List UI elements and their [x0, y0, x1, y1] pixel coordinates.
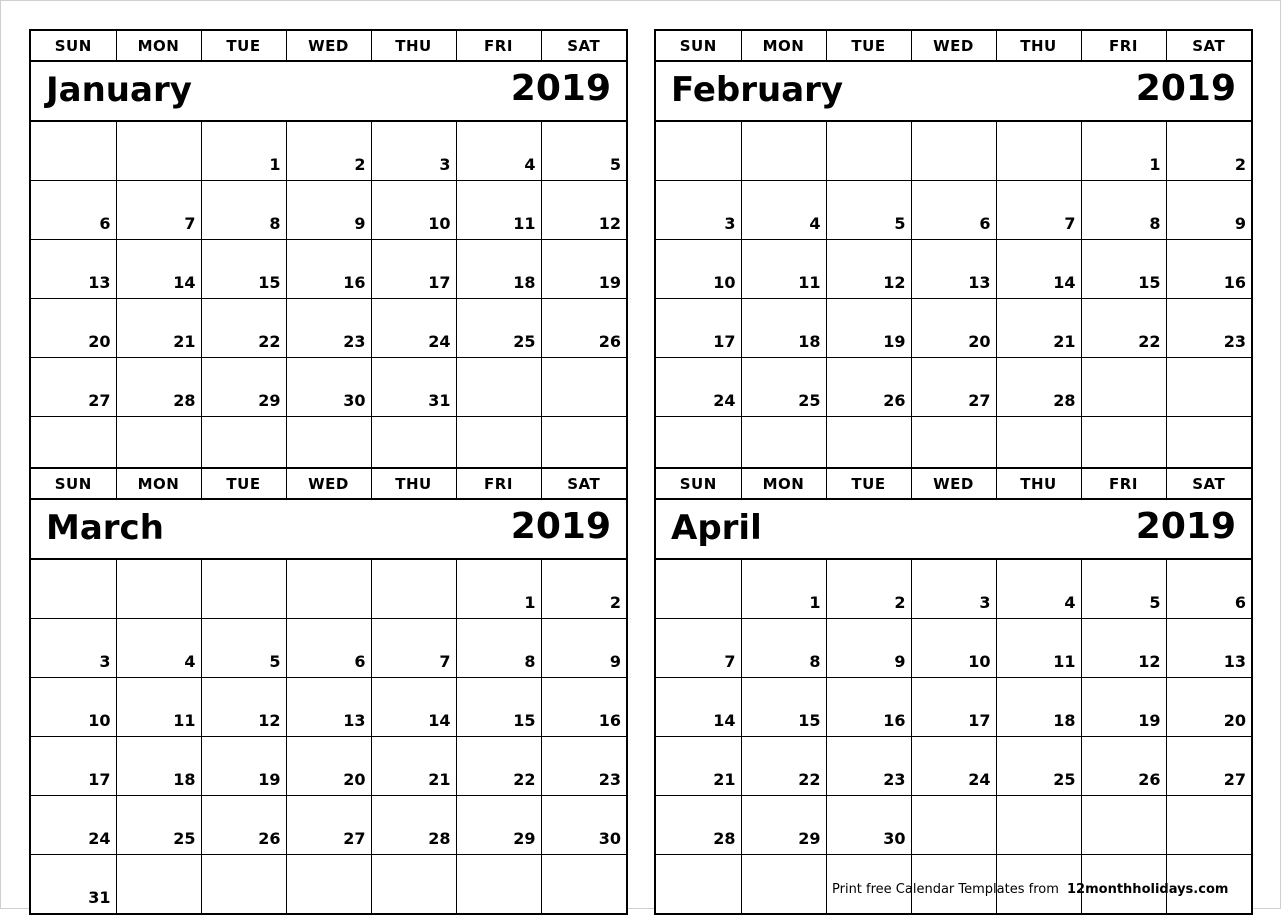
day-cell: 18: [116, 737, 201, 796]
day-cell: 31: [371, 358, 456, 417]
week-row: [31, 121, 626, 181]
day-cell: 16: [826, 678, 911, 737]
month-calendar-april: [654, 467, 1253, 915]
day-cell: [741, 121, 826, 181]
month-name: March: [46, 508, 164, 548]
day-cell: 1: [456, 559, 541, 619]
weekday-label: MON: [116, 31, 201, 61]
day-cell: 30: [286, 358, 371, 417]
day-cell: 10: [656, 240, 741, 299]
day-cell: 29: [741, 796, 826, 855]
day-cell: 17: [911, 678, 996, 737]
day-cell: 10: [31, 678, 116, 737]
day-cell: 20: [1166, 678, 1251, 737]
day-cell: 4: [996, 559, 1081, 619]
day-cell: 28: [116, 358, 201, 417]
weekday-label: MON: [741, 469, 826, 499]
weekday-header-row: [656, 469, 1251, 499]
day-cell: 16: [541, 678, 626, 737]
day-cell: 25: [741, 358, 826, 417]
day-cell: 19: [541, 240, 626, 299]
day-cell: 29: [201, 358, 286, 417]
weekday-label: SUN: [31, 469, 116, 499]
week-row: [31, 240, 626, 299]
day-cell: [1166, 796, 1251, 855]
month-calendar-march: [29, 467, 628, 915]
weekday-label: MON: [116, 469, 201, 499]
footer-site-link[interactable]: 12monthholidays.com: [1067, 882, 1229, 897]
week-row: [31, 855, 626, 914]
day-cell: [116, 121, 201, 181]
day-cell: 26: [1081, 737, 1166, 796]
day-cell: 11: [741, 240, 826, 299]
day-cell: 2: [1166, 121, 1251, 181]
day-cell: 12: [1081, 619, 1166, 678]
weekday-label: SUN: [31, 31, 116, 61]
day-cell: 9: [541, 619, 626, 678]
day-cell: 15: [201, 240, 286, 299]
day-cell: 7: [656, 619, 741, 678]
weekday-label: SAT: [1166, 31, 1251, 61]
day-cell: 20: [31, 299, 116, 358]
week-row: [656, 619, 1251, 678]
day-cell: 27: [1166, 737, 1251, 796]
weekday-label: TUE: [201, 31, 286, 61]
day-cell: 2: [541, 559, 626, 619]
day-cell: 26: [541, 299, 626, 358]
day-cell: 15: [456, 678, 541, 737]
day-cell: [201, 855, 286, 914]
weekday-label: THU: [996, 469, 1081, 499]
day-cell: 21: [116, 299, 201, 358]
weekday-label: WED: [911, 31, 996, 61]
day-cell: [286, 855, 371, 914]
week-row: [31, 299, 626, 358]
day-cell: 14: [996, 240, 1081, 299]
day-cell: 4: [741, 181, 826, 240]
day-cell: 13: [911, 240, 996, 299]
day-cell: 1: [741, 559, 826, 619]
day-cell: 30: [541, 796, 626, 855]
day-cell: 21: [996, 299, 1081, 358]
day-cell: 26: [826, 358, 911, 417]
day-cell: 9: [286, 181, 371, 240]
weekday-label: TUE: [201, 469, 286, 499]
day-cell: [996, 796, 1081, 855]
week-row: [656, 181, 1251, 240]
month-title-row: [656, 61, 1251, 121]
day-cell: [1081, 796, 1166, 855]
day-cell: [1166, 358, 1251, 417]
month-table: [656, 31, 1251, 475]
weekday-label: THU: [996, 31, 1081, 61]
weekday-label: FRI: [1081, 469, 1166, 499]
day-cell: [116, 559, 201, 619]
day-cell: [371, 559, 456, 619]
weekday-label: THU: [371, 31, 456, 61]
week-row: [656, 678, 1251, 737]
day-cell: 5: [826, 181, 911, 240]
day-cell: [911, 121, 996, 181]
day-cell: 13: [286, 678, 371, 737]
day-cell: 23: [826, 737, 911, 796]
day-cell: 25: [996, 737, 1081, 796]
month-title-row: [31, 61, 626, 121]
month-year: 2019: [510, 68, 611, 109]
day-cell: 24: [911, 737, 996, 796]
day-cell: 16: [1166, 240, 1251, 299]
day-cell: 10: [911, 619, 996, 678]
day-cell: 22: [741, 737, 826, 796]
footer-credit: [832, 882, 1228, 897]
day-cell: 21: [656, 737, 741, 796]
day-cell: [371, 855, 456, 914]
weekday-label: WED: [286, 469, 371, 499]
month-year: 2019: [1135, 68, 1236, 109]
day-cell: 9: [826, 619, 911, 678]
day-cell: 9: [1166, 181, 1251, 240]
day-cell: 24: [656, 358, 741, 417]
day-cell: 8: [201, 181, 286, 240]
day-cell: [456, 855, 541, 914]
weekday-label: SUN: [656, 469, 741, 499]
day-cell: [911, 796, 996, 855]
weekday-label: TUE: [826, 31, 911, 61]
day-cell: 23: [286, 299, 371, 358]
weekday-label: SAT: [1166, 469, 1251, 499]
day-cell: 14: [116, 240, 201, 299]
weekday-label: FRI: [456, 31, 541, 61]
day-cell: 29: [456, 796, 541, 855]
day-cell: [31, 559, 116, 619]
day-cell: 27: [286, 796, 371, 855]
day-cell: 19: [1081, 678, 1166, 737]
week-row: [31, 358, 626, 417]
week-row: [656, 559, 1251, 619]
day-cell: 6: [31, 181, 116, 240]
day-cell: 15: [1081, 240, 1166, 299]
day-cell: 19: [826, 299, 911, 358]
day-cell: 20: [286, 737, 371, 796]
day-cell: 13: [1166, 619, 1251, 678]
day-cell: 21: [371, 737, 456, 796]
day-cell: 10: [371, 181, 456, 240]
day-cell: 13: [31, 240, 116, 299]
day-cell: 5: [201, 619, 286, 678]
day-cell: [286, 559, 371, 619]
footer-text: Print free Calendar Templates from: [832, 882, 1059, 897]
day-cell: 7: [371, 619, 456, 678]
day-cell: 26: [201, 796, 286, 855]
month-title: [656, 499, 1251, 559]
week-row: [31, 181, 626, 240]
day-cell: 23: [1166, 299, 1251, 358]
day-cell: 23: [541, 737, 626, 796]
day-cell: 12: [826, 240, 911, 299]
month-calendar-january: [29, 29, 628, 477]
day-cell: 6: [286, 619, 371, 678]
day-cell: 16: [286, 240, 371, 299]
day-cell: 15: [741, 678, 826, 737]
day-cell: 8: [456, 619, 541, 678]
week-row: [31, 619, 626, 678]
day-cell: 3: [656, 181, 741, 240]
day-cell: 17: [371, 240, 456, 299]
weekday-label: SUN: [656, 31, 741, 61]
weekday-label: THU: [371, 469, 456, 499]
week-row: [656, 358, 1251, 417]
day-cell: 25: [116, 796, 201, 855]
week-row: [656, 796, 1251, 855]
day-cell: 5: [1081, 559, 1166, 619]
day-cell: [741, 855, 826, 914]
day-cell: 18: [456, 240, 541, 299]
day-cell: [31, 121, 116, 181]
month-name: April: [671, 508, 762, 548]
day-cell: [201, 559, 286, 619]
month-title-row: [656, 499, 1251, 559]
week-row: [656, 121, 1251, 181]
day-cell: 22: [1081, 299, 1166, 358]
month-title: [656, 61, 1251, 121]
day-cell: [826, 121, 911, 181]
day-cell: [1081, 358, 1166, 417]
day-cell: 5: [541, 121, 626, 181]
weekday-label: FRI: [1081, 31, 1166, 61]
month-table: [656, 469, 1251, 913]
week-row: [31, 737, 626, 796]
day-cell: 22: [456, 737, 541, 796]
day-cell: 24: [371, 299, 456, 358]
day-cell: [996, 121, 1081, 181]
day-cell: 6: [911, 181, 996, 240]
day-cell: 8: [741, 619, 826, 678]
day-cell: 11: [456, 181, 541, 240]
day-cell: 12: [541, 181, 626, 240]
day-cell: 1: [1081, 121, 1166, 181]
week-row: [31, 678, 626, 737]
day-cell: 17: [31, 737, 116, 796]
day-cell: 4: [456, 121, 541, 181]
day-cell: 3: [911, 559, 996, 619]
month-name: January: [46, 70, 192, 110]
weekday-label: SAT: [541, 31, 626, 61]
weekday-header-row: [31, 469, 626, 499]
weekday-label: SAT: [541, 469, 626, 499]
day-cell: 11: [116, 678, 201, 737]
day-cell: 6: [1166, 559, 1251, 619]
day-cell: 30: [826, 796, 911, 855]
day-cell: 27: [31, 358, 116, 417]
day-cell: 8: [1081, 181, 1166, 240]
weekday-label: FRI: [456, 469, 541, 499]
day-cell: 14: [656, 678, 741, 737]
month-year: 2019: [1135, 506, 1236, 547]
day-cell: 28: [371, 796, 456, 855]
month-title: [31, 499, 626, 559]
weekday-label: MON: [741, 31, 826, 61]
month-title: [31, 61, 626, 121]
day-cell: 12: [201, 678, 286, 737]
day-cell: 1: [201, 121, 286, 181]
weekday-label: TUE: [826, 469, 911, 499]
week-row: [656, 737, 1251, 796]
month-name: February: [671, 70, 844, 110]
day-cell: 2: [826, 559, 911, 619]
week-row: [31, 559, 626, 619]
day-cell: 20: [911, 299, 996, 358]
day-cell: [116, 855, 201, 914]
day-cell: [656, 855, 741, 914]
day-cell: 3: [31, 619, 116, 678]
day-cell: 25: [456, 299, 541, 358]
day-cell: 24: [31, 796, 116, 855]
day-cell: 17: [656, 299, 741, 358]
day-cell: 11: [996, 619, 1081, 678]
weekday-label: WED: [911, 469, 996, 499]
day-cell: 14: [371, 678, 456, 737]
day-cell: 3: [371, 121, 456, 181]
day-cell: 19: [201, 737, 286, 796]
weekday-header-row: [656, 31, 1251, 61]
weekday-header-row: [31, 31, 626, 61]
month-title-row: [31, 499, 626, 559]
day-cell: 27: [911, 358, 996, 417]
day-cell: [456, 358, 541, 417]
day-cell: 28: [996, 358, 1081, 417]
day-cell: 4: [116, 619, 201, 678]
day-cell: 31: [31, 855, 116, 914]
day-cell: 22: [201, 299, 286, 358]
week-row: [656, 240, 1251, 299]
day-cell: [541, 855, 626, 914]
month-calendar-february: [654, 29, 1253, 477]
month-year: 2019: [510, 506, 611, 547]
month-table: [31, 31, 626, 475]
day-cell: 7: [996, 181, 1081, 240]
day-cell: 18: [741, 299, 826, 358]
week-row: [656, 299, 1251, 358]
day-cell: [541, 358, 626, 417]
day-cell: 7: [116, 181, 201, 240]
day-cell: 2: [286, 121, 371, 181]
week-row: [31, 796, 626, 855]
day-cell: 18: [996, 678, 1081, 737]
month-table: [31, 469, 626, 913]
day-cell: 28: [656, 796, 741, 855]
day-cell: [656, 559, 741, 619]
weekday-label: WED: [286, 31, 371, 61]
day-cell: [656, 121, 741, 181]
